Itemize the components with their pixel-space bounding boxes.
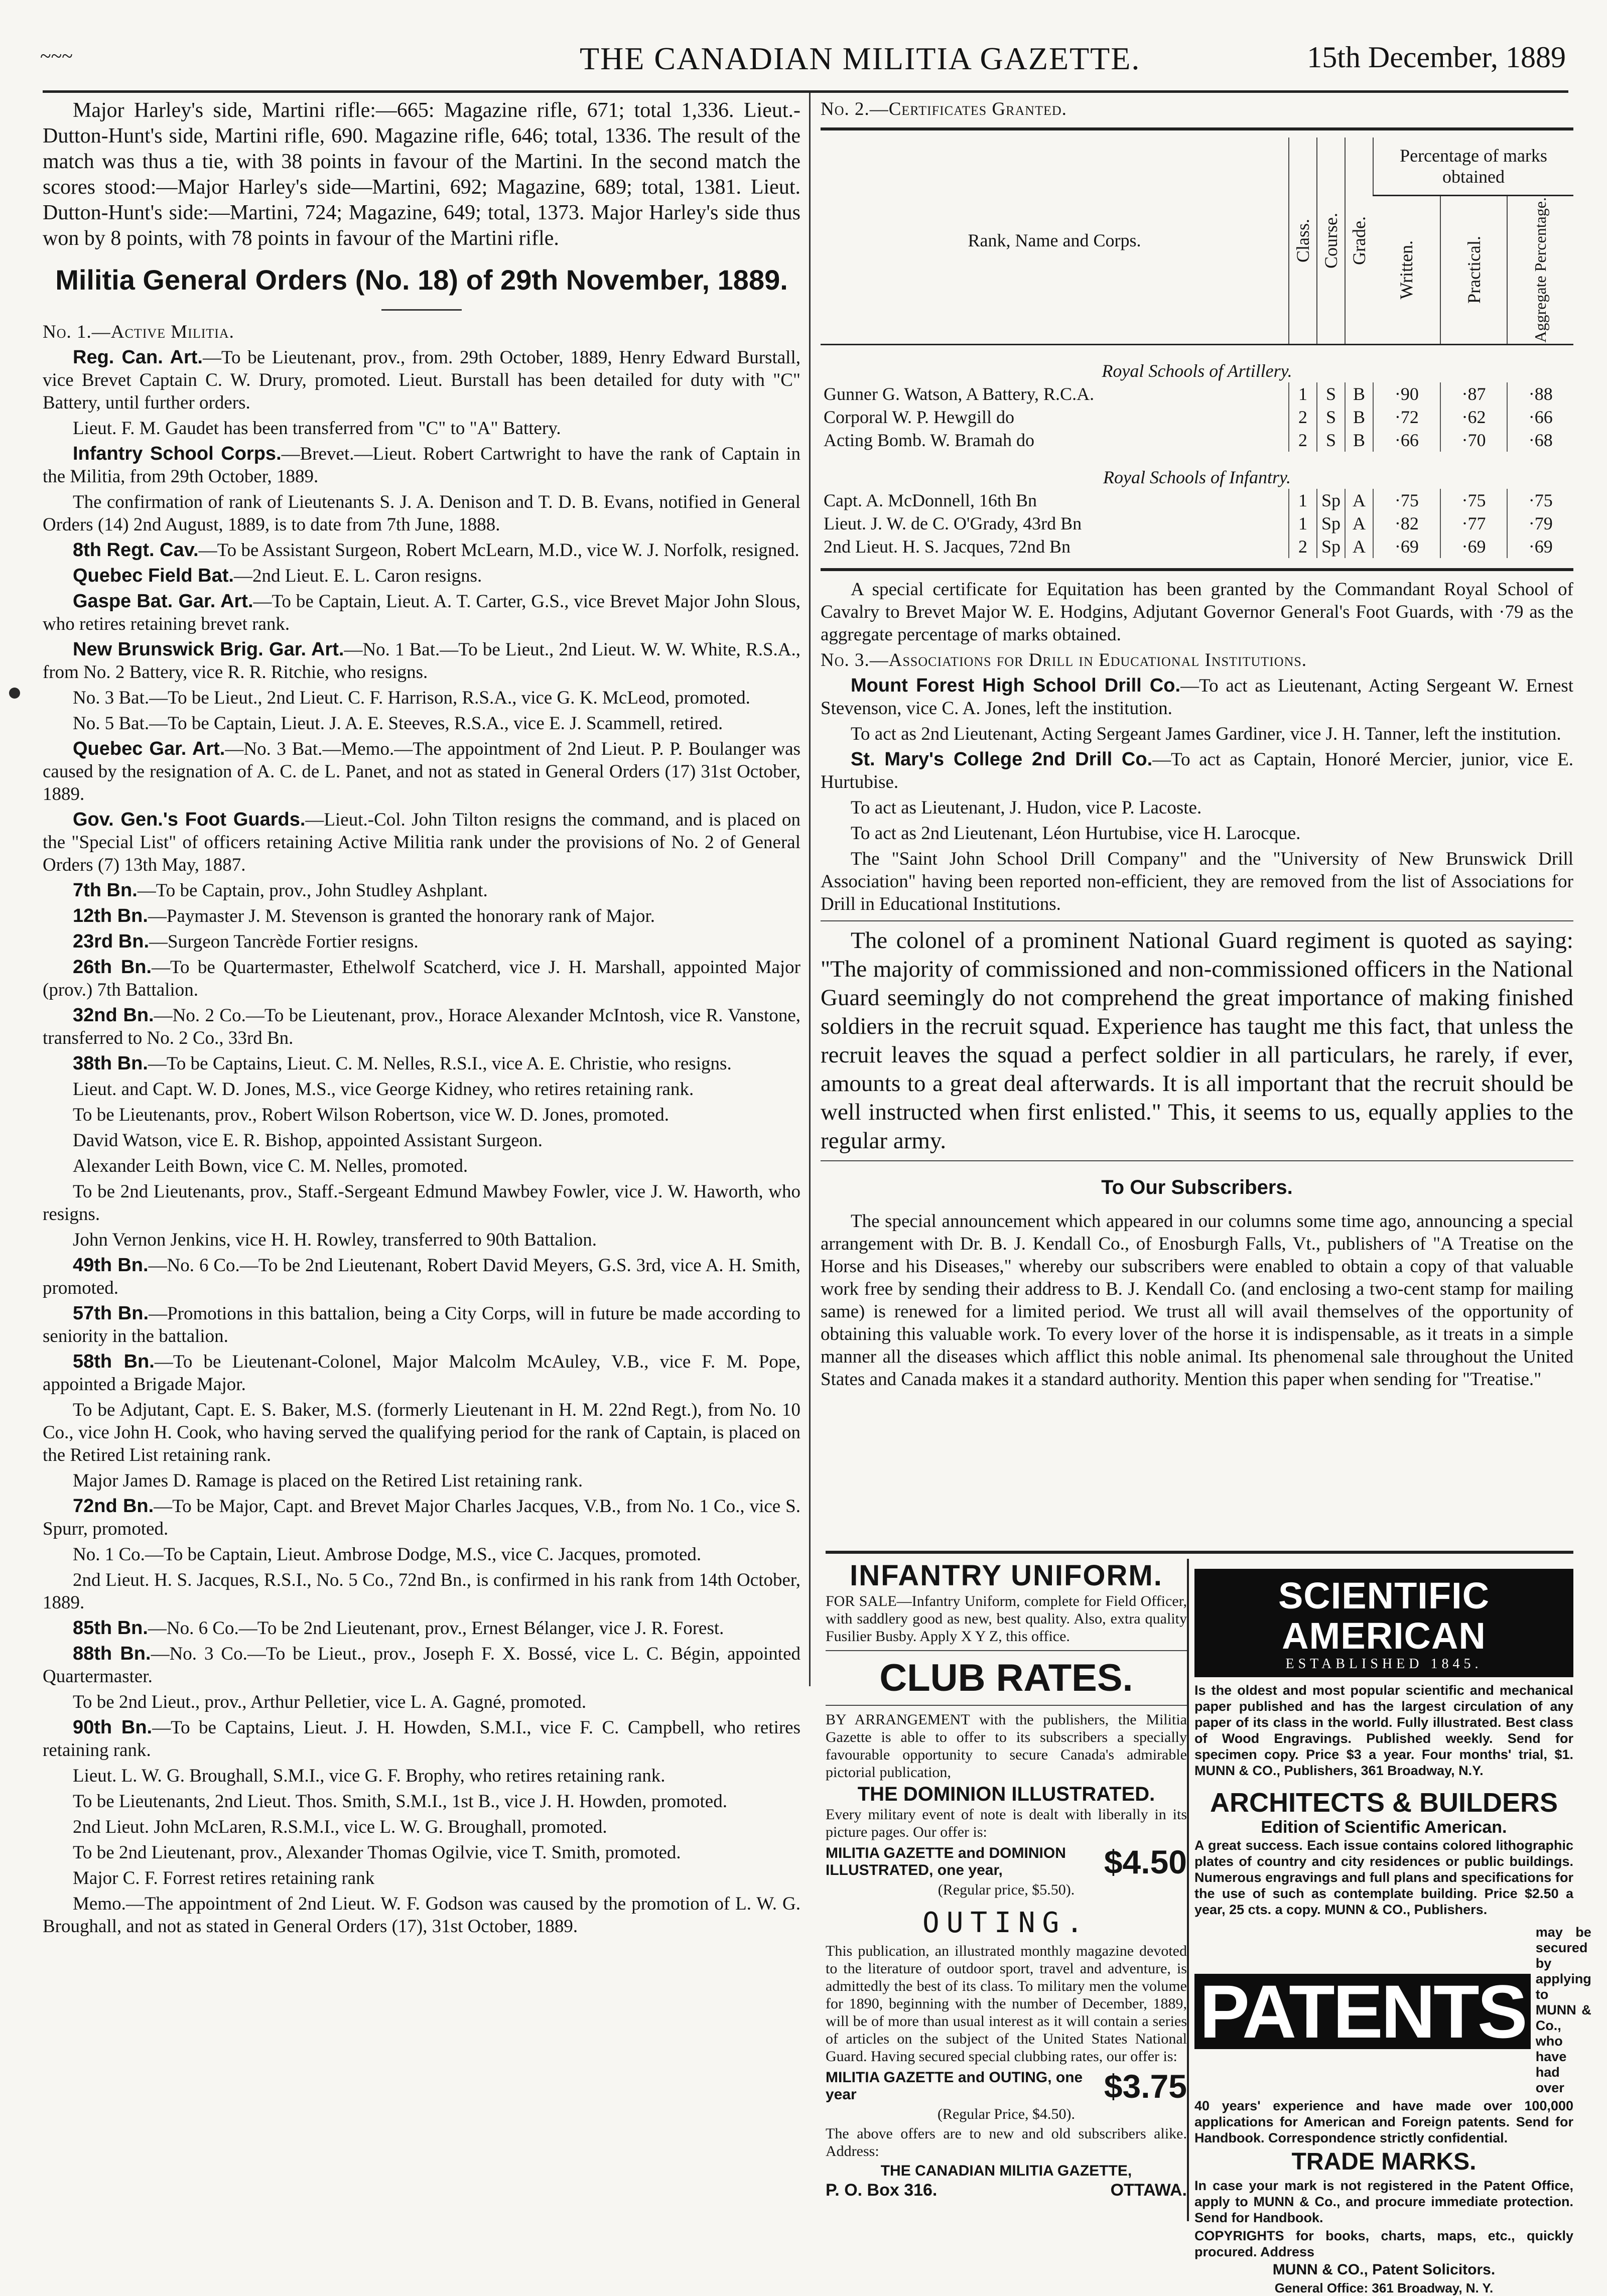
architects-title: ARCHITECTS & BUILDERS [1210, 1788, 1558, 1818]
offer-outing-label: MILITIA GAZETTE and OUTING, one year [826, 2069, 1083, 2103]
table-row [821, 382, 1573, 406]
order-item [43, 1765, 800, 1787]
order-text: —To be Lieutenant, prov., from. 29th October, 1889, Henry Edward Burstall, vice Brevet Captain C. W. Drury, promoted. Lieut. Burstall has been detailed for duty with "C" Battery, until further orders. [43, 347, 800, 413]
order-item [43, 1893, 800, 1938]
cell-course: Sp [1317, 489, 1345, 512]
ads-right [1194, 1559, 1591, 2295]
cell-course: Sp [1317, 535, 1345, 558]
left-column [43, 98, 800, 2221]
associations-list [821, 674, 1573, 915]
offer-dominion-label: MILITIA GAZETTE and DOMINION ILLUSTRATED, one year, [826, 1845, 1066, 1878]
general-orders-title: Militia General Orders (No. 18) of 29th November, 1889. [55, 264, 788, 296]
order-unit: Infantry School Corps. [73, 443, 282, 464]
title-rule [381, 309, 462, 311]
order-item [43, 1052, 800, 1075]
cell-name: Acting Bomb. W. Bramah do [824, 430, 1034, 450]
order-item [43, 1155, 800, 1177]
offer-dominion [826, 1843, 1187, 1881]
certificates-table [821, 138, 1573, 558]
order-item [43, 1078, 800, 1101]
offer-outing [826, 2067, 1187, 2105]
cell-practical: ·87 [1440, 382, 1508, 406]
order-item [43, 808, 800, 876]
uniform-text: FOR SALE—Infantry Uniform, complete for Field Officer, with saddlery good as new, best quality. Also, extra quality Fusilier Busby. Apply X Y Z, this office. [826, 1593, 1187, 1645]
association-item [821, 796, 1573, 819]
table-row [821, 489, 1573, 512]
order-item [43, 1543, 800, 1566]
col-course-header: Course. [1317, 138, 1345, 344]
association-item [821, 748, 1573, 793]
active-militia-heading: No. 1.—Active Militia. [43, 322, 234, 342]
scientific-american-banner [1194, 1569, 1573, 1677]
order-text: —Paymaster J. M. Stevenson is granted the honorary rank of Major. [148, 906, 655, 926]
order-item [43, 1129, 800, 1152]
order-item [43, 687, 800, 709]
match-report [43, 98, 800, 251]
order-text: To be 2nd Lieut., prov., Arthur Pelletier, vice L. A. Gagné, promoted. [73, 1692, 587, 1712]
cell-name: Corporal W. P. Hewgill do [824, 407, 1015, 427]
order-text: —No. 6 Co.—To be 2nd Lieutenant, prov., Ernest Bélanger, vice J. R. Forest. [148, 1618, 724, 1639]
offer-dominion-price: $4.50 [1104, 1843, 1187, 1880]
order-unit: 12th Bn. [73, 905, 148, 926]
association-text: To act as 2nd Lieutenant, Acting Sergeant James Gardiner, vice J. H. Tanner, left the institution. [851, 723, 1561, 744]
association-item [821, 674, 1573, 720]
certificates-body [821, 344, 1573, 558]
right-column [821, 98, 1573, 1684]
association-text: To act as Lieutenant, J. Hudon, vice P. Lacoste. [851, 797, 1202, 818]
order-item [43, 1229, 800, 1251]
cell-grade: A [1345, 489, 1373, 512]
cell-cls: 2 [1289, 429, 1317, 452]
table-section-title: Royal Schools of Artillery. [1102, 360, 1292, 381]
uniform-title: INFANTRY UNIFORM. [850, 1559, 1163, 1592]
order-item [43, 417, 800, 440]
order-text: No. 1 Co.—To be Captain, Lieut. Ambrose Dodge, M.S., vice C. Jacques, promoted. [73, 1544, 702, 1565]
order-item [43, 1350, 800, 1396]
order-text: —To be Major, Capt. and Brevet Major Charles Jacques, V.B., from No. 1 Co., vice S. Spurr, promoted. [43, 1496, 800, 1539]
section-rule [821, 920, 1573, 921]
cell-practical: ·70 [1440, 429, 1508, 452]
offer-outing-price: $3.75 [1104, 2068, 1187, 2105]
cell-name: Lieut. J. W. de C. O'Grady, 43rd Bn [824, 513, 1082, 533]
order-item [43, 565, 800, 587]
order-item [43, 1691, 800, 1713]
cell-name: 2nd Lieut. H. S. Jacques, 72nd Bn [824, 536, 1070, 557]
association-text: The "Saint John School Drill Company" and the "University of New Brunswick Drill Association" having been reported non-efficient, they are removed from the list of Associations for Drill in Educational Institutions. [821, 848, 1573, 914]
patents-block [1194, 1925, 1591, 2098]
order-item [43, 1399, 800, 1466]
order-unit: 72nd Bn. [73, 1496, 154, 1517]
association-item [821, 848, 1573, 915]
order-text: —To be Captains, Lieut. J. H. Howden, S.M.I., vice F. C. Campbell, who retires retaining rank. [43, 1717, 800, 1761]
col-practical-header: Practical. [1440, 196, 1508, 345]
cell-cls: 1 [1289, 489, 1317, 512]
order-item [43, 956, 800, 1001]
cell-aggregate: ·69 [1507, 535, 1573, 558]
order-item [43, 1841, 800, 1864]
order-unit: 88th Bn. [73, 1643, 151, 1664]
cell-name: Capt. A. McDonnell, 16th Bn [824, 490, 1037, 510]
club-rates-title: CLUB RATES. [879, 1657, 1133, 1699]
order-item [43, 879, 800, 902]
order-unit: 49th Bn. [73, 1255, 149, 1276]
order-item [43, 346, 800, 414]
copyrights-text: COPYRIGHTS for books, charts, maps, etc., quickly procured. Address [1194, 2228, 1573, 2259]
order-item [43, 1569, 800, 1614]
order-unit: Gaspe Bat. Gar. Art. [73, 591, 253, 612]
order-text: —No. 3 Co.—To be Lieut., prov., Joseph F. X. Bossé, vice L. C. Bégin, appointed Quartermaster. [43, 1644, 800, 1687]
order-text: The confirmation of rank of Lieutenants S. J. A. Denison and T. D. B. Evans, notified in General Orders (14) 2nd August, 1889, is to date from 7th June, 1888. [43, 492, 800, 535]
order-item [43, 1617, 800, 1640]
cell-written: ·66 [1373, 429, 1440, 452]
address-box: P. O. Box 316. [826, 2181, 938, 2200]
cell-aggregate: ·68 [1507, 429, 1573, 452]
order-text: Memo.—The appointment of 2nd Lieut. W. F. Godson was caused by the promotion of L. W. G. Broughall, and not as stated in General Orders (17), 31st October, 1889. [43, 1894, 800, 1937]
order-item [43, 712, 800, 735]
table-row [821, 406, 1573, 429]
cell-practical: ·62 [1440, 406, 1508, 429]
colonel-quote-text: The colonel of a prominent National Guard regiment is quoted as saying: "The majority of commissioned and non-commissioned officers in the National Guard seemingly do not comprehend the great importance of making finished soldiers in the recruit squad. Experience has taught me this fact, that unless the recruit leaves the squad a perfect soldier in all particulars, he rarely, if ever, amounts to a great deal afterwards. It is all important that the recruit should be well instructed when first enlisted." This, it seems to us, equally applies to the regular army. [821, 927, 1573, 1154]
certificates-heading: No. 2.—Certificates Granted. [821, 99, 1067, 119]
order-text: Lieut. F. M. Gaudet has been transferred from "C" to "A" Battery. [73, 418, 561, 439]
order-text: —No. 2 Co.—To be Lieutenant, prov., Horace Alexander McIntosh, vice R. Vanstone, transferred to No. 2 Co., 33rd Bn. [43, 1005, 800, 1048]
advertisements [826, 1551, 1591, 2295]
table-top-rule [821, 127, 1573, 130]
order-text: Major C. F. Forrest retires retaining rank [73, 1868, 375, 1888]
section-rule-2 [821, 1160, 1573, 1161]
order-item [43, 1643, 800, 1688]
cell-cls: 2 [1289, 535, 1317, 558]
order-text: —To be Captain, prov., John Studley Ashplant. [137, 880, 488, 901]
outing-text: This publication, an illustrated monthly magazine devoted to the literature of outdoor sport, travel and adventure, is admittedly the best of its class. To military men the volume for 1890, beginning with the number of December, 1889, will be of more than usual interest as it will contain a series of articles on the subject of the United States National Guard. Having secured special clubbing rates, our offer is: [826, 1943, 1187, 2065]
order-unit: 32nd Bn. [73, 1005, 154, 1026]
order-text: —To be Captains, Lieut. C. M. Nelles, R.S.I., vice A. E. Christie, who resigns. [148, 1053, 732, 1074]
order-unit: 58th Bn. [73, 1351, 155, 1372]
scientific-american-established: ESTABLISHED 1845. [1285, 1656, 1483, 1672]
order-unit: 38th Bn. [73, 1053, 148, 1074]
order-item [43, 1816, 800, 1838]
col-grade-header: Grade. [1345, 138, 1373, 344]
address-line [826, 2182, 1187, 2199]
order-item [43, 638, 800, 684]
order-unit: Quebec Field Bat. [73, 565, 234, 586]
cell-grade: A [1345, 535, 1373, 558]
col-rank-header: Rank, Name and Corps. [821, 138, 1289, 344]
ad-rule-2 [826, 1705, 1187, 1706]
order-item [43, 1254, 800, 1299]
order-text: 2nd Lieut. H. S. Jacques, R.S.I., No. 5 Co., 72nd Bn., is confirmed in his rank from 14th October, 1889. [43, 1570, 800, 1613]
ad-rule [826, 1650, 1187, 1651]
col-percentage-header: Percentage of marks obtained [1373, 138, 1573, 196]
table-row [821, 512, 1573, 535]
associations-heading: No. 3.—Associations for Drill in Educational Institutions. [821, 649, 1307, 670]
masthead-title: THE CANADIAN MILITIA GAZETTE. [580, 41, 1141, 76]
match-report-text: Major Harley's side, Martini rifle:—665: Magazine rifle, 671; total 1,336. Lieut.-Dutton-Hunt's side, Martini rifle, 690. Magazine rifle, 646; total, 1336. The result of the match was thus a tie, with 38 points in favour of the Martini. In the second match the scores stood:—Major Harley's side—Martini, 692; Magazine, 689; total, 1381. Lieut. Dutton-Hunt's side:—Martini, 724; Magazine, 649; total, 1373. Major Harley's side thus won by 8 points, with 78 points in favour of the Martini rifle. [43, 99, 800, 250]
cell-course: Sp [1317, 512, 1345, 535]
order-unit: 8th Regt. Cav. [73, 539, 199, 561]
table-header-row [821, 138, 1573, 196]
patents-side: may be secured by applying to MUNN & Co., who have had over [1535, 1925, 1591, 2095]
order-text: —Promotions in this battalion, being a City Corps, will in future be made according to seniority in the battalion. [43, 1303, 800, 1346]
association-text: To act as 2nd Lieutenant, Léon Hurtubise, vice H. Larocque. [851, 823, 1301, 844]
cell-practical: ·77 [1440, 512, 1508, 535]
order-item [43, 1867, 800, 1889]
trade-marks-text: In case your mark is not registered in the Patent Office, apply to MUNN & Co., and procure immediate protection. Send for Handbook. [1194, 2178, 1573, 2225]
cell-aggregate: ·88 [1507, 382, 1573, 406]
cell-practical: ·69 [1440, 535, 1508, 558]
cell-name: Gunner G. Watson, A Battery, R.C.A. [824, 383, 1095, 404]
col-class-header: Class. [1289, 138, 1317, 344]
ink-spot [9, 688, 20, 699]
cell-grade: B [1345, 406, 1373, 429]
order-text: To be Lieutenants, 2nd Lieut. Thos. Smith, S.M.I., 1st B., vice J. H. Howden, promoted. [73, 1791, 727, 1812]
order-text: John Vernon Jenkins, vice H. H. Rowley, transferred to 90th Battalion. [73, 1230, 597, 1250]
order-text: —Surgeon Tancrède Fortier resigns. [149, 931, 419, 952]
col-written-header: Written. [1373, 196, 1440, 345]
table-section-row [821, 452, 1573, 489]
equitation-note: A special certificate for Equitation has been granted by the Commandant Royal School of Cavalry to Brevet Major W. E. Hodgins, Adjutant Governor General's Foot Guards, with ·79 as the aggregate percentage of marks obtained. [821, 579, 1573, 645]
association-unit: Mount Forest High School Drill Co. [851, 674, 1181, 696]
order-text: —To be Captain, Lieut. A. T. Carter, G.S., vice Brevet Major John Slous, who retires retaining brevet rank. [43, 591, 801, 634]
order-text: David Watson, vice E. R. Bishop, appointed Assistant Surgeon. [73, 1130, 543, 1151]
order-unit: 85th Bn. [73, 1617, 148, 1639]
association-item [821, 822, 1573, 845]
order-item [43, 1716, 800, 1762]
order-item [43, 1790, 800, 1813]
header-rule [43, 90, 1568, 93]
order-item [43, 1302, 800, 1347]
cell-grade: B [1345, 429, 1373, 452]
page-number: ~~~ [40, 45, 73, 67]
cell-written: ·90 [1373, 382, 1440, 406]
table-row [821, 535, 1573, 558]
order-unit: Gov. Gen.'s Foot Guards. [73, 809, 306, 830]
cell-cls: 1 [1289, 382, 1317, 406]
order-text: Lieut. L. W. G. Broughall, S.M.I., vice G. F. Brophy, who retires retaining rank. [73, 1766, 665, 1786]
order-text: To be Adjutant, Capt. E. S. Baker, M.S. (formerly Lieutenant in H. M. 22nd Regt.), from No. 10 Co., vice John H. Cook, who having served the qualifying period for the rank of Captain, is placed on the Retired List retaining rank. [43, 1400, 800, 1465]
cell-grade: B [1345, 382, 1373, 406]
order-unit: 57th Bn. [73, 1303, 149, 1324]
order-unit: New Brunswick Brig. Gar. Art. [73, 639, 344, 660]
order-item [43, 738, 800, 805]
order-text: —No. 6 Co.—To be 2nd Lieutenant, Robert David Meyers, G.S. 3rd, vice A. H. Smith, promoted. [43, 1255, 801, 1298]
cell-practical: ·75 [1440, 489, 1508, 512]
order-text: —To be Quartermaster, Ethelwolf Scatcherd, vice J. H. Marshall, appointed Major (prov.) 7th Battalion. [43, 957, 800, 1000]
order-text: —Brevet.—Lieut. Robert Cartwright to have the rank of Captain in the Militia, from 29th October, 1889. [43, 444, 800, 487]
scientific-american-title: SCIENTIFIC AMERICAN [1278, 1575, 1490, 1657]
order-item [43, 539, 800, 562]
ads-left [826, 1559, 1189, 2221]
cell-course: S [1317, 382, 1345, 406]
dominion-title: THE DOMINION ILLUSTRATED. [857, 1783, 1155, 1805]
order-text: —No. 1 Bat.—To be Lieut., 2nd Lieut. W. W. White, R.S.A., from No. 2 Battery, vice R. R. Ritchie, who resigns. [43, 639, 800, 683]
offer-outing-regular: (Regular Price, $4.50). [937, 2106, 1076, 2122]
order-item [43, 930, 800, 953]
table-section-row [821, 344, 1573, 382]
order-text: To be 2nd Lieutenant, prov., Alexander Thomas Ogilvie, vice T. Smith, promoted. [73, 1842, 681, 1863]
order-text: —2nd Lieut. E. L. Caron resigns. [233, 566, 482, 586]
orders-list [43, 346, 800, 1938]
order-item [43, 443, 800, 488]
cell-aggregate: ·75 [1507, 489, 1573, 512]
association-item [821, 723, 1573, 745]
order-text: 2nd Lieut. John McLaren, R.S.M.I., vice L. W. G. Broughall, promoted. [73, 1817, 607, 1837]
order-item [43, 1495, 800, 1540]
club-rates-text: BY ARRANGEMENT with the publishers, the Militia Gazette is able to offer to its subscribers a specially favourable opportunity to secure Canada's admirable pictorial publication, [826, 1711, 1187, 1781]
association-text: —To act as Captain, Honoré Mercier, junior, vice E. Hurtubise. [821, 749, 1573, 792]
table-row [821, 429, 1573, 452]
cell-aggregate: ·66 [1507, 406, 1573, 429]
order-text: —To be Assistant Surgeon, Robert McLearn, M.D., vice W. J. Norfolk, resigned. [198, 540, 799, 561]
order-text: —No. 3 Bat.—Memo.—The appointment of 2nd Lieut. P. P. Boulanger was caused by the resignation of A. C. de L. Panet, and not as stated in General Orders (17) 31st October, 1889. [43, 739, 800, 804]
trade-marks-title: TRADE MARKS. [1291, 2148, 1477, 2175]
address-city: OTTAWA. [1110, 2181, 1187, 2200]
order-text: To be 2nd Lieutenants, prov., Staff.-Sergeant Edmund Mawbey Fowler, vice J. W. Haworth, who resigns. [43, 1181, 800, 1225]
order-unit: Quebec Gar. Art. [73, 738, 225, 759]
table-bottom-rule [821, 568, 1573, 571]
col-aggregate-header: Aggregate Percentage. [1507, 196, 1573, 345]
order-text: No. 3 Bat.—To be Lieut., 2nd Lieut. C. F. Harrison, R.S.A., vice G. K. McLeod, promoted. [73, 688, 750, 708]
cell-cls: 2 [1289, 406, 1317, 429]
architects-subtitle: Edition of Scientific American. [1261, 1818, 1507, 1837]
order-item [43, 1104, 800, 1126]
outing-title: OUTING. [922, 1907, 1090, 1939]
subscribers-title: To Our Subscribers. [1101, 1176, 1293, 1198]
order-text: Major James D. Ramage is placed on the Retired List retaining rank. [73, 1470, 583, 1491]
order-item [43, 590, 800, 635]
dominion-text: Every military event of note is dealt with liberally in its picture pages. Our offer is: [826, 1806, 1187, 1840]
cell-written: ·82 [1373, 512, 1440, 535]
munn-name: MUNN & CO., Patent Solicitors. [1272, 2261, 1496, 2278]
column-separator [809, 93, 811, 1686]
order-item [43, 491, 800, 536]
patents-title: PATENTS [1194, 1974, 1531, 2049]
order-item [43, 905, 800, 927]
cell-course: S [1317, 429, 1345, 452]
cell-written: ·75 [1373, 489, 1440, 512]
address-name: THE CANADIAN MILITIA GAZETTE, [880, 2163, 1132, 2179]
table-section-title: Royal Schools of Infantry. [1103, 467, 1291, 487]
order-text: To be Lieutenants, prov., Robert Wilson Robertson, vice W. D. Jones, promoted. [73, 1105, 669, 1125]
issue-date: 15th December, 1889 [1307, 41, 1566, 74]
offer-dominion-regular: (Regular price, $5.50). [938, 1881, 1075, 1898]
cell-written: ·72 [1373, 406, 1440, 429]
order-unit: 90th Bn. [73, 1717, 153, 1738]
order-unit: 7th Bn. [73, 880, 138, 901]
patents-text: 40 years' experience and have made over 100,000 applications for American and Foreign patents. Send for Handbook. Correspondence strictly confidential. [1194, 2098, 1573, 2145]
order-unit: Reg. Can. Art. [73, 347, 203, 368]
cell-course: S [1317, 406, 1345, 429]
order-unit: 23rd Bn. [73, 931, 150, 952]
cell-aggregate: ·79 [1507, 512, 1573, 535]
subscribers-text: The special announcement which appeared in our columns some time ago, announcing a special arrangement with Dr. B. J. Kendall Co., of Enosburgh Falls, Vt., publishers of "A Treatise on the Horse and his Diseases," whereby our subscribers were enabled to obtain a copy of that valuable work free by sending their address to B. J. Kendall Co. (and enclosing a two-cent stamp for mailing same) is renewed for a limited period. We trust all will avail themselves of the opportunity of obtaining this valuable work. To every lover of the horse it is indispensable, as it treats in a simple manner all the diseases which afflict this noble animal. Its phenomenal sale throughout the United States and Canada makes it a standard authority. Mention this paper when sending for "Treatise." [821, 1210, 1573, 1390]
association-unit: St. Mary's College 2nd Drill Co. [851, 748, 1153, 770]
order-item [43, 1469, 800, 1492]
order-text: —Lieut.-Col. John Tilton resigns the command, and is placed on the "Special List" of officers retaining Active Militia rank under the provisions of No. 2 of General Orders (7) 13th May, 1887. [43, 809, 800, 875]
order-item [43, 1180, 800, 1226]
architects-text: A great success. Each issue contains colored lithographic plates of country and city residences or public buildings. Numerous engravings and full plans and specifications for the use of such as contemplate building. Price $2.50 a year, 25 cts. a copy. MUNN & CO., Publishers. [1194, 1838, 1573, 1917]
cell-written: ·69 [1373, 535, 1440, 558]
order-text: Alexander Leith Bown, vice C. M. Nelles, promoted. [73, 1156, 468, 1176]
order-text: No. 5 Bat.—To be Captain, Lieut. J. A. E. Steeves, R.S.A., vice E. J. Scammell, retired. [73, 713, 723, 734]
order-item [43, 1004, 800, 1049]
order-text: —To be Lieutenant-Colonel, Major Malcolm McAuley, V.B., vice F. M. Pope, appointed a Brigade Major. [43, 1352, 801, 1395]
colonel-quote [821, 926, 1573, 1155]
cell-cls: 1 [1289, 512, 1317, 535]
order-unit: 26th Bn. [73, 957, 152, 978]
page-header [40, 35, 1566, 90]
cell-grade: A [1345, 512, 1373, 535]
order-text: Lieut. and Capt. W. D. Jones, M.S., vice George Kidney, who retires retaining rank. [73, 1079, 694, 1100]
munn-office: General Office: 361 Broadway, N. Y. [1274, 2280, 1494, 2295]
scientific-american-text: Is the oldest and most popular scientific and mechanical paper published and has the largest circulation of any paper of its class in the world. Fully illustrated. Best class of Wood Engravings. Published weekly. Send for specimen copy. Price $3 a year. Four months' trial, $1. MUNN & CO., Publishers, 361 Broadway, N.Y. [1194, 1683, 1573, 1778]
address-intro: The above offers are to new and old subscribers alike. Address: [826, 2125, 1187, 2159]
association-text: —To act as Lieutenant, Acting Sergeant W. Ernest Stevenson, vice C. A. Jones, left the institution. [821, 675, 1574, 719]
